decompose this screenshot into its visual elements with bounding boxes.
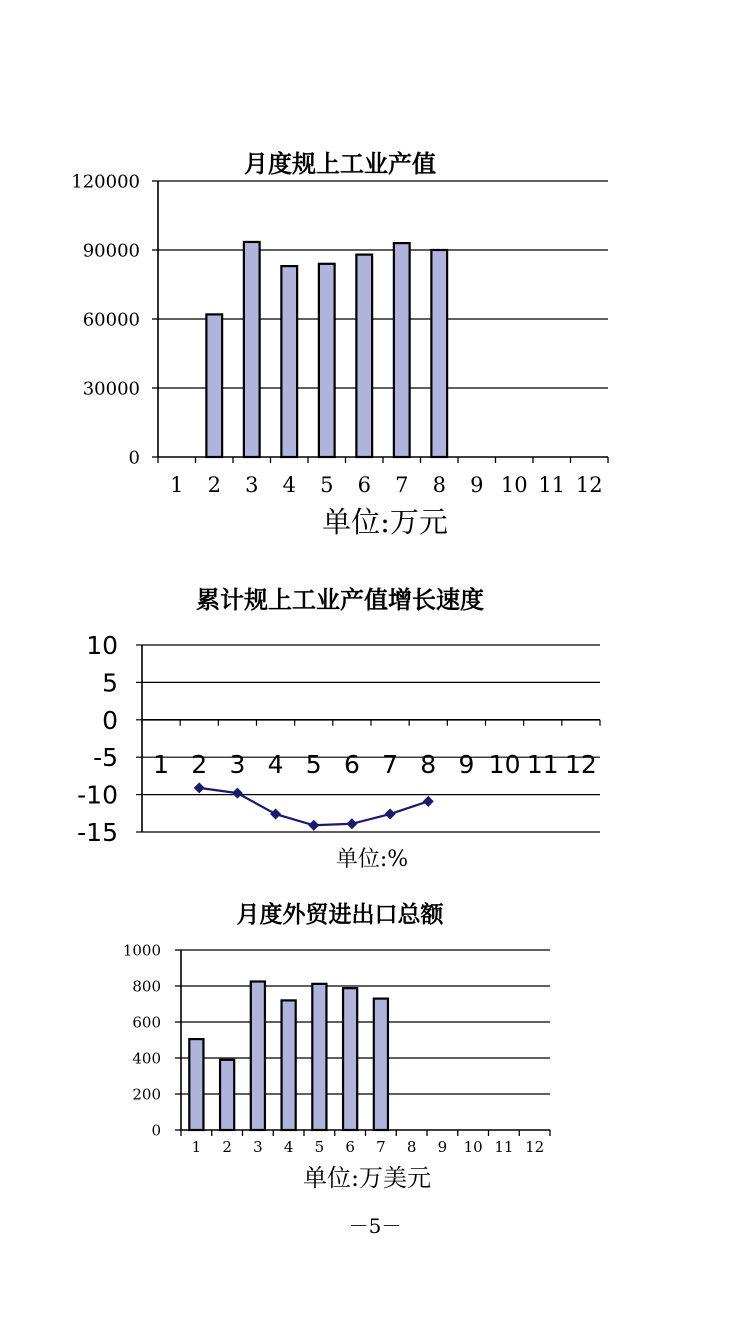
c3-bar bbox=[343, 988, 357, 1130]
c3-xtick-label: 6 bbox=[345, 1138, 355, 1156]
c2-xtick-label: 8 bbox=[420, 749, 437, 779]
c3-xtick-label: 3 bbox=[253, 1138, 263, 1156]
c1-ytick-label: 90000 bbox=[82, 240, 140, 262]
c2-xtick-label: 12 bbox=[565, 749, 597, 779]
c3-ytick-label: 0 bbox=[151, 1121, 161, 1140]
c1-bar bbox=[206, 314, 222, 457]
c3-ytick-label: 1000 bbox=[122, 941, 161, 960]
c1-ytick-label: 30000 bbox=[82, 378, 140, 400]
c2-xtick-label: 10 bbox=[488, 749, 521, 779]
c1-bar bbox=[431, 250, 447, 457]
c1-xtick-label: 8 bbox=[432, 473, 446, 497]
chart-monthly-foreign-trade bbox=[123, 901, 550, 1192]
c1-xtick-label: 4 bbox=[282, 473, 296, 497]
c2-ytick-label: -10 bbox=[77, 780, 118, 810]
c2-ytick-label: -15 bbox=[77, 818, 118, 847]
c1-xtick-label: 6 bbox=[357, 473, 371, 497]
c1-xtick-label: 9 bbox=[470, 473, 484, 497]
c2-xtick-label: 7 bbox=[382, 749, 399, 779]
c3-bar bbox=[251, 982, 265, 1131]
chart-cumulative-growth-rate bbox=[77, 586, 600, 872]
c2-xtick-label: 11 bbox=[526, 749, 559, 779]
c3-bar bbox=[282, 1000, 296, 1130]
c3-bar bbox=[312, 984, 326, 1130]
c1-bar bbox=[319, 264, 335, 457]
c1-ytick-label: 120000 bbox=[71, 171, 140, 193]
c2-xtick-label: 2 bbox=[191, 749, 208, 779]
c2-ytick-label: 5 bbox=[102, 668, 118, 698]
c1-xtick-label: 1 bbox=[170, 473, 184, 497]
c2-data-point bbox=[423, 796, 434, 807]
c2-xtick-label: 4 bbox=[267, 749, 284, 779]
c2-xtick-label: 9 bbox=[458, 749, 475, 779]
page-number: －5－ bbox=[348, 1214, 402, 1238]
c2-xtick-label: 5 bbox=[305, 749, 322, 779]
c1-ytick-label: 0 bbox=[128, 447, 140, 469]
c2-ytick-label: -5 bbox=[93, 743, 118, 773]
c2-xtick-label: 6 bbox=[343, 749, 360, 779]
c3-bar bbox=[189, 1039, 203, 1130]
c3-xtick-label: 4 bbox=[283, 1138, 294, 1156]
c1-xtick-label: 11 bbox=[538, 473, 566, 497]
c1-xtick-label: 5 bbox=[320, 473, 334, 497]
c2-data-point bbox=[194, 782, 205, 793]
c1-ytick-label: 60000 bbox=[82, 309, 140, 331]
c2-data-point bbox=[385, 809, 396, 820]
c3-bar bbox=[374, 999, 388, 1130]
c3-ytick-label: 200 bbox=[132, 1085, 161, 1104]
c3-xtick-label: 2 bbox=[222, 1138, 232, 1156]
chart-monthly-industrial-output bbox=[71, 150, 608, 539]
c3-ytick-label: 600 bbox=[132, 1013, 161, 1032]
c2-xtick-label: 1 bbox=[153, 749, 170, 779]
c3-xtick-label: 11 bbox=[494, 1138, 514, 1156]
c2-data-point bbox=[308, 820, 319, 831]
c1-bar bbox=[356, 255, 372, 457]
c1-xtick-label: 12 bbox=[575, 473, 603, 497]
c2-ytick-label: 10 bbox=[86, 631, 118, 660]
c3-xtick-label: 1 bbox=[191, 1138, 202, 1156]
c2-xtick-label: 3 bbox=[229, 749, 246, 779]
c2-data-point bbox=[232, 788, 243, 799]
c3-xtick-label: 12 bbox=[525, 1138, 545, 1156]
c1-xtick-label: 7 bbox=[395, 473, 409, 497]
chart3-unit-label: 单位:万美元 bbox=[302, 1164, 432, 1192]
c2-ytick-label: 0 bbox=[102, 705, 118, 735]
c3-ytick-label: 800 bbox=[132, 977, 161, 996]
c3-xtick-label: 10 bbox=[463, 1138, 483, 1156]
c3-xtick-label: 5 bbox=[314, 1138, 325, 1156]
c1-xtick-label: 3 bbox=[245, 473, 259, 497]
chart1-title: 月度规上工业产值 bbox=[244, 150, 436, 178]
c3-ytick-label: 400 bbox=[132, 1049, 161, 1068]
chart2-unit-label: 单位:% bbox=[335, 847, 409, 872]
c1-bar bbox=[394, 243, 410, 457]
c2-data-point bbox=[346, 818, 357, 829]
c1-xtick-label: 10 bbox=[500, 473, 528, 497]
c3-bar bbox=[220, 1060, 234, 1130]
chart1-unit-label: 单位:万元 bbox=[322, 505, 448, 539]
c2-data-point bbox=[270, 809, 281, 820]
chart3-title: 月度外贸进出口总额 bbox=[236, 902, 444, 928]
c3-xtick-label: 8 bbox=[406, 1138, 417, 1156]
c1-xtick-label: 2 bbox=[207, 473, 221, 497]
c1-bar bbox=[281, 266, 297, 457]
c3-xtick-label: 7 bbox=[376, 1138, 386, 1156]
c1-bar bbox=[244, 242, 260, 457]
chart2-title: 累计规上工业产值增长速度 bbox=[196, 586, 484, 614]
c3-xtick-label: 9 bbox=[437, 1138, 448, 1156]
